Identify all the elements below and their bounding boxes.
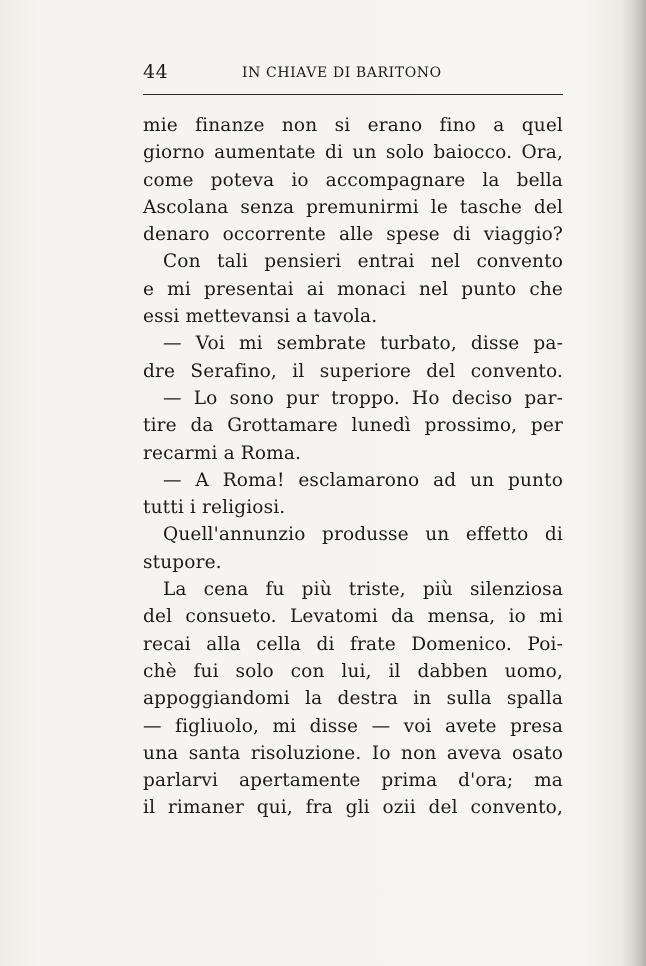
running-title: IN CHIAVE DI BARITONO: [242, 65, 442, 81]
text-line: La cena fu più triste, più silenziosa: [163, 579, 563, 601]
running-head: [143, 57, 563, 87]
text-line: tutti i religiosi.: [143, 497, 286, 519]
text-line: — Lo sono pur troppo. Ho deciso par-: [163, 387, 563, 409]
text-line: — Voi mi sembrate turbato, disse pa-: [163, 333, 563, 355]
text-line: — A Roma! esclamarono ad un punto: [163, 469, 563, 491]
header-rule: [143, 94, 563, 95]
body-text: [143, 112, 563, 822]
text-line: Con tali pensieri entrai nel convento: [163, 251, 563, 273]
text-line: e mi presentai ai monaci nel punto che: [143, 278, 563, 300]
page-edge-shadow: [620, 0, 646, 966]
text-line: tire da Grottamare lunedì prossimo, per: [143, 415, 563, 437]
text-line: — figliuolo, mi disse — voi avete presa: [143, 715, 563, 737]
text-line: parlarvi apertamente prima d'ora; ma: [143, 770, 563, 792]
text-line: denaro occorrente alle spese di viaggio?: [143, 224, 563, 246]
page-number: 44: [143, 61, 169, 83]
text-line: stupore.: [143, 551, 222, 573]
text-line: recarmi a Roma.: [143, 442, 302, 464]
text-line: una santa risoluzione. Io non aveva osato: [143, 742, 563, 764]
text-line: il rimaner qui, fra gli ozii del convento,: [143, 797, 563, 819]
text-line: come poteva io accompagnare la bella: [143, 169, 563, 191]
text-line: chè fui solo con lui, il dabben uomo,: [143, 660, 563, 682]
text-line: recai alla cella di frate Domenico. Poi-: [143, 633, 563, 655]
text-line: Ascolana senza premunirmi le tasche del: [143, 196, 563, 218]
text-line: dre Serafino, il superiore del convento.: [143, 360, 563, 382]
text-line: mie finanze non si erano fino a quel: [143, 115, 563, 136]
text-line: Quell'annunzio produsse un effetto di: [163, 524, 563, 546]
text-line: giorno aumentate di un solo baiocco. Ora,: [143, 142, 563, 164]
text-line: essi mettevansi a tavola.: [143, 306, 378, 328]
text-line: del consueto. Levatomi da mensa, io mi: [143, 606, 563, 628]
text-line: appoggiandomi la destra in sulla spalla: [143, 688, 563, 710]
